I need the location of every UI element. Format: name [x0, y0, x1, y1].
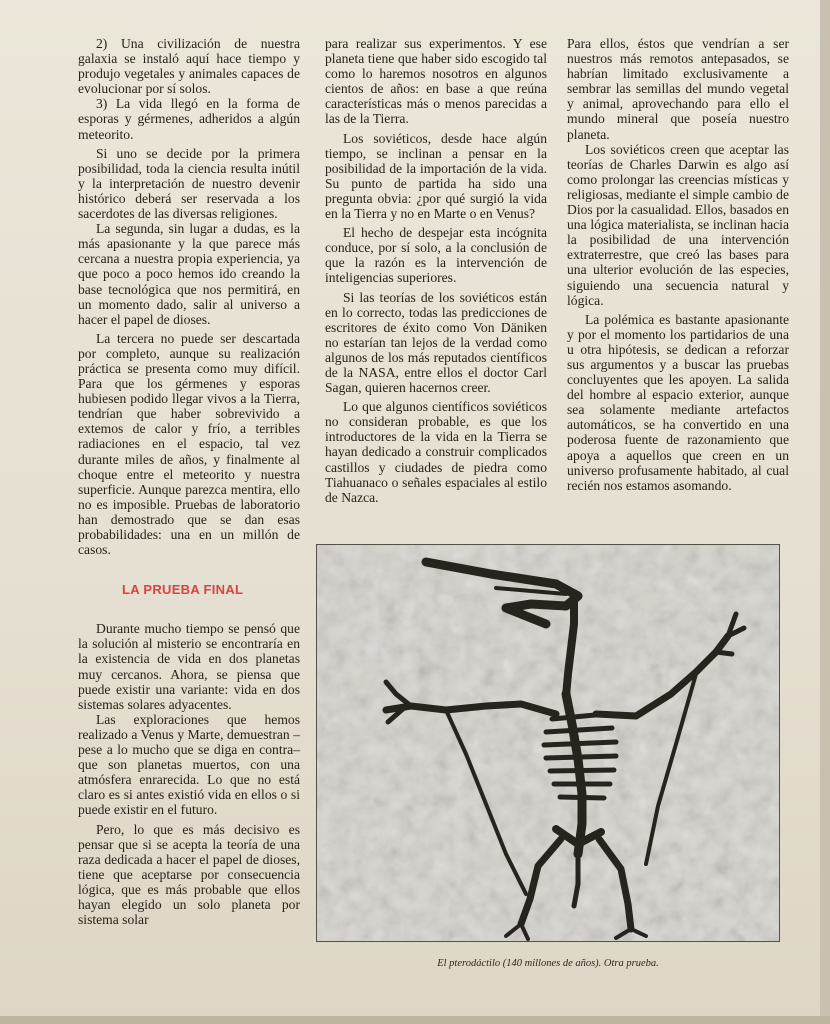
- paragraph: 3) La vida llegó en la forma de esporas y gérmenes, adheridos a algún meteorito.: [78, 96, 300, 142]
- paragraph: Lo que algunos científicos soviéticos no consideran probable, es que los introductores de la vida en la Tierra se hayan dedicado a construir complicados castillos y ciudades de piedra como Tiahuanaco o señales espaciales al estilo de Nazca.: [325, 399, 547, 505]
- paragraph: Durante mucho tiempo se pensó que la solución al misterio se encontraría en la existencia de vida en dos planetas muy cercanos. Ahora, se piensa que puede existir una variante: vida en dos sistemas solares adyacentes.: [78, 621, 300, 712]
- paragraph: El hecho de despejar esta incógnita conduce, por sí solo, a la conclusión de que la razón es la intervención de inteligencias superiores.: [325, 225, 547, 286]
- page-edge-bottom: [0, 1016, 830, 1024]
- text-column-3: [567, 36, 789, 493]
- text-column-1: [78, 36, 300, 927]
- paragraph: 2) Una civilización de nuestra galaxia se instaló aquí hace tiempo y produjo vegetales y animales capaces de evolucionar por sí solos.: [78, 36, 300, 97]
- paragraph: La tercera no puede ser descartada por completo, aunque su realización práctica se presenta como muy difícil. Para que los gérmenes y esporas hubiesen podido llegar vivos a la Tierra, tendrían que haber sobrevivido a extemos de calor y frío, a terribles radiaciones en el espacio, tal vez durante miles de años, y finalmente al choque entre el meteorito y nuestra superficie. Aunque parezca mentira, ello no es imposible. Pruebas de laboratorio han demostrado que se dan esas probabilidades: una en un millón de casos.: [78, 330, 300, 558]
- paragraph: Los soviéticos creen que aceptar las teorías de Charles Darwin es algo así como prolongar las creencias místicas y religiosas, mediante el simple cambio de Dios por la casualidad. Ellos, basados en una lógica materialista, se inclinan hacia la posibilidad de una intervención extraterrestre, que creó las bases para una ulterior evolución de las especies, siguiendo una secuencia natural y lógica.: [567, 141, 789, 308]
- paragraph: para realizar sus experimentos. Y ese planeta tiene que haber sido escogido tal como lo haremos nosotros en algunos cientos de años: en base a que reúna características más o menos parecidas a las de la Tierra.: [325, 36, 547, 127]
- page-edge-right: [820, 0, 830, 1024]
- section-heading: LA PRUEBA FINAL: [122, 582, 244, 598]
- paragraph: La segunda, sin lugar a dudas, es la más apasionante y la que parece más cercana a nuestra propia experiencia, ya que poco a poco hemos ido creando la base tecnológica que nos permitirá, en un momento dado, salir al universo a hacer el papel de dioses.: [78, 221, 300, 327]
- text-column-2: [325, 36, 547, 505]
- paragraph: La polémica es bastante apasionante y por el momento los partidarios de una u otra hipótesis, se dedican a reforzar sus argumentos y a buscar las pruebas concluyentes que les apoyen. La salida del hombre al espacio exterior, aunque sea solamente mediante artefactos automáticos, se ha convertido en una poderosa fuente de razonamiento que apoya a aquellos que creen en un universo profusamente habitado, al cual recién nos estamos asomando.: [567, 311, 789, 493]
- paragraph: Para ellos, éstos que vendrían a ser nuestros más remotos antepasados, se habrían limitado exclusivamente a sembrar las semillas del mundo vegetal y animal, aprovechando para ello el mundo mineral que poseía nuestro planeta.: [567, 36, 789, 142]
- paragraph: Las exploraciones que hemos realizado a Venus y Marte, demuestran –pese a lo mucho que se diga en contra– que son planetas muertos, con una atmósfera enrarecida. Lo que no está claro es si antes existió vida en ellos o si puede existir en el futuro.: [78, 711, 300, 818]
- fossil-illustration: [316, 544, 780, 942]
- paragraph: Los soviéticos, desde hace algún tiempo, se inclinan a pensar en la posibilidad de la importación de la vida. Su punto de partida ha sido una pregunta obvia: ¿por qué surgió la vida en la Tierra y no en Marte o en Venus?: [325, 130, 547, 222]
- paragraph: Pero, lo que es más decisivo es pensar que si se acepta la teoría de una raza dedicada a hacer el papel de dioses, tiene que aceptarse por consecuencia lógica, que es más probable que ellos hayan elegido un solo planeta por sistema solar: [78, 821, 300, 928]
- paragraph: Si uno se decide por la primera posibilidad, toda la ciencia resulta inútil y la interpretación de nuestro devenir histórico deberá ser reservada a los sacerdotes de las diversas religiones.: [78, 145, 300, 222]
- pterodactyl-fossil-photo: [316, 544, 780, 942]
- paragraph: Si las teorías de los soviéticos están en lo correcto, todas las predicciones de escritores de éxito como Von Däniken no estarían tan lejos de la verdad como algunos de los más reputados científicos de la NASA, entre ellos el doctor Carl Sagan, quieren hacernos creer.: [325, 289, 547, 396]
- figure-caption: El pterodáctilo (140 millones de años). Otra prueba.: [437, 958, 659, 969]
